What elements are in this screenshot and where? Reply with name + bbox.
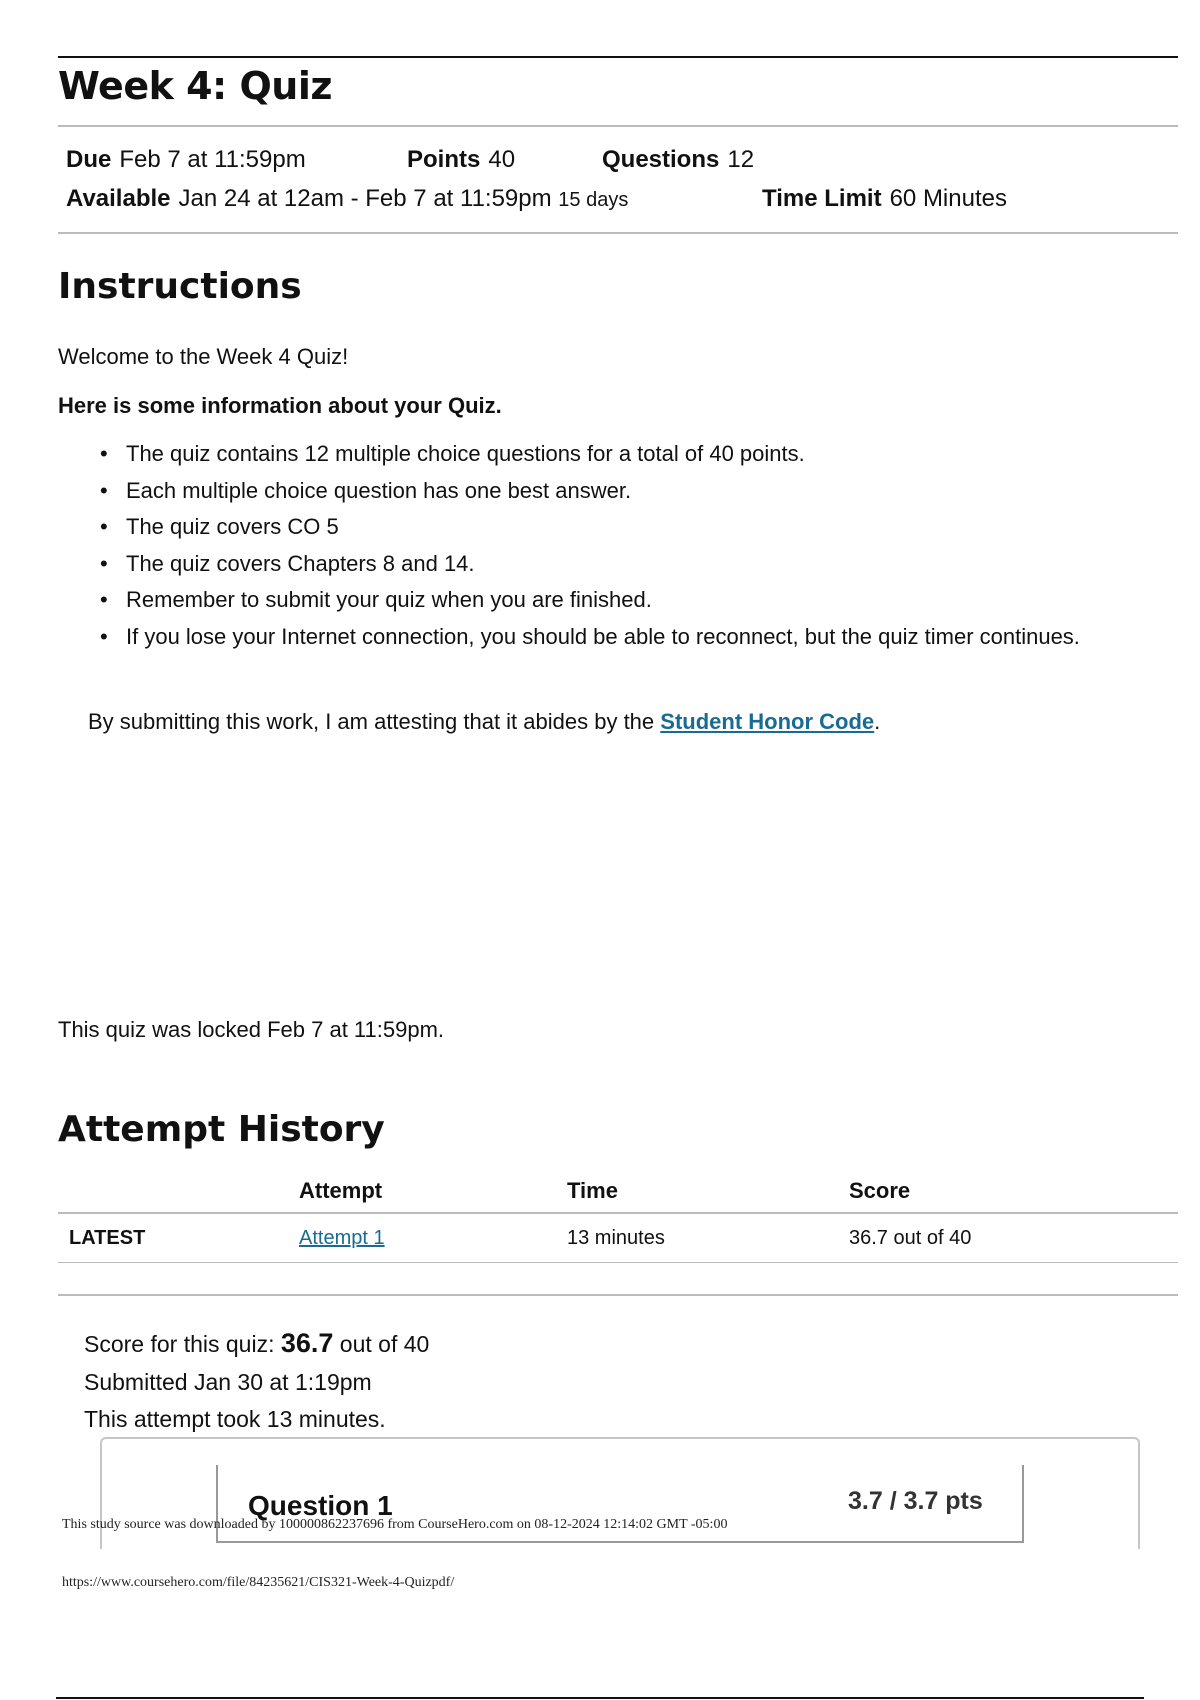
available-label: Available [66, 185, 171, 212]
honor-prefix: By submitting this work, I am attesting that it abides by the [88, 709, 661, 734]
bottom-rule [56, 1697, 1144, 1699]
honor-statement [88, 709, 880, 735]
list-item: • The quiz contains 12 multiple choice questions for a total of 40 points. [98, 436, 1098, 473]
list-item: • Remember to submit your quiz when you are finished. [98, 582, 1098, 619]
student-honor-code-link[interactable]: Student Honor Code [660, 709, 875, 734]
questions-detail [602, 146, 754, 174]
attempt-1-link[interactable]: Attempt 1 [299, 1227, 385, 1249]
available-value: Jan 24 at 12am - Feb 7 at 11:59pm [178, 185, 552, 212]
attempt-time: 13 minutes [567, 1227, 665, 1249]
latest-badge: LATEST [69, 1227, 146, 1249]
time-limit-value: 60 Minutes [889, 185, 1007, 212]
questions-label: Questions [602, 146, 720, 173]
attempt-score: 36.7 out of 40 [849, 1227, 972, 1249]
time-limit-label: Time Limit [762, 185, 882, 212]
download-watermark: This study source was downloaded by 100000862237696 from CourseHero.com on 08-12-2024 12:14:02 GMT -05:00 [62, 1517, 728, 1532]
submitted-line: Submitted Jan 30 at 1:19pm [84, 1369, 372, 1395]
points-value: 40 [488, 146, 516, 173]
score-value: 36.7 [280, 1328, 334, 1358]
available-detail [66, 185, 628, 213]
source-url: https://www.coursehero.com/file/84235621/CIS321-Week-4-Quizpdf/ [62, 1575, 455, 1590]
table-header-divider [58, 1212, 1178, 1214]
info-heading: Here is some information about your Quiz. [58, 393, 502, 418]
list-item: • Each multiple choice question has one best answer. [98, 473, 1098, 510]
attempt-duration-line: This attempt took 13 minutes. [84, 1406, 386, 1432]
due-label: Due [66, 146, 112, 173]
due-detail [66, 146, 306, 174]
attempt-history-heading: Attempt History [58, 1109, 385, 1150]
lock-notice: This quiz was locked Feb 7 at 11:59pm. [58, 1017, 445, 1042]
welcome-text: Welcome to the Week 4 Quiz! [58, 344, 349, 369]
honor-suffix: . [874, 709, 881, 734]
score-prefix: Score for this quiz: [84, 1331, 281, 1357]
column-header-score: Score [849, 1178, 911, 1203]
instructions-list [98, 436, 1098, 655]
points-label: Points [407, 146, 481, 173]
list-item: • The quiz covers CO 5 [98, 509, 1098, 546]
due-value: Feb 7 at 11:59pm [119, 146, 306, 173]
column-header-time: Time [567, 1178, 618, 1203]
questions-value: 12 [727, 146, 755, 173]
instructions-heading: Instructions [58, 266, 302, 307]
summary-divider [58, 1294, 1178, 1296]
top-rule [58, 56, 1178, 58]
page-title: Week 4: Quiz [58, 64, 332, 108]
table-row-divider [58, 1262, 1178, 1263]
details-divider [58, 232, 1178, 234]
available-duration: 15 days [558, 189, 629, 211]
title-divider [58, 125, 1178, 127]
score-suffix: out of 40 [333, 1331, 430, 1357]
list-item: • The quiz covers Chapters 8 and 14. [98, 546, 1098, 583]
quiz-score-line [84, 1328, 429, 1359]
time-limit-detail [762, 185, 1007, 213]
question-title: Question 1 [248, 1490, 393, 1521]
column-header-attempt: Attempt [299, 1178, 383, 1203]
list-item: • If you lose your Internet connection, you should be able to reconnect, but the quiz timer continues. [98, 619, 1096, 656]
points-detail [407, 146, 515, 174]
question-points: 3.7 / 3.7 pts [848, 1487, 983, 1515]
